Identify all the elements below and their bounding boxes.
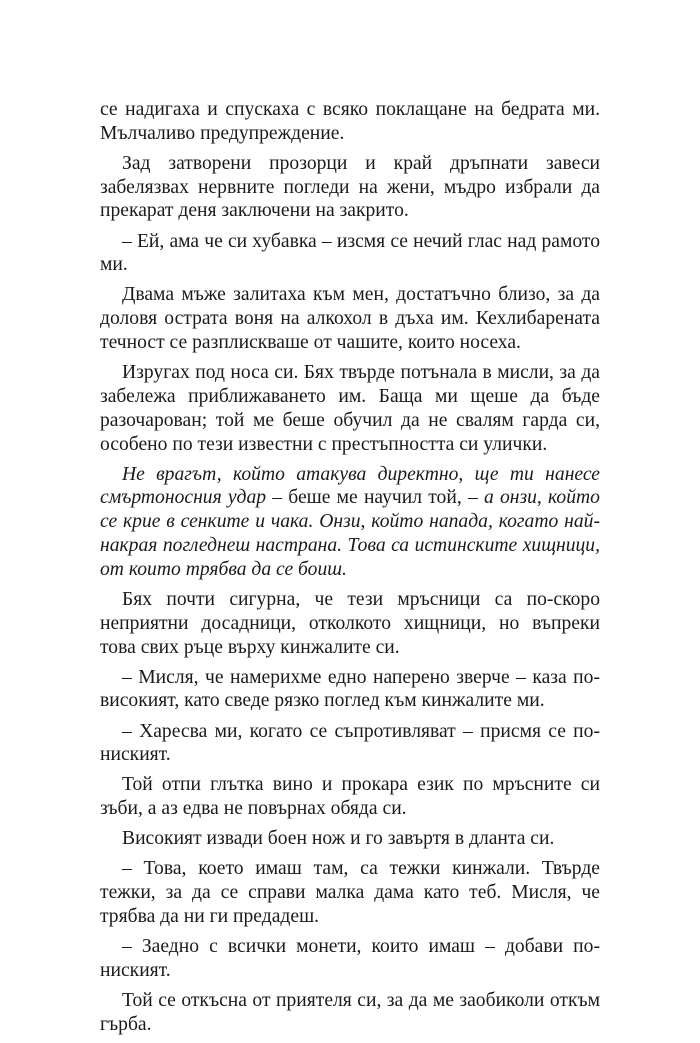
- paragraph-10: Той отпи глътка вино и прокара език по мръсните си зъби, а аз едва не повърнах обяда си.: [100, 774, 600, 820]
- paragraph-12: – Това, което имаш там, са тежки кинжали. Твърде тежки, за да се справи малка дама като теб. Мисля, че трябва да ни ги предадеш.: [100, 858, 600, 927]
- paragraph-5: Изругах под носа си. Бях твърде потънала в мисли, за да забележа приближаването им. Баща ми щеше да бъде разочарован; той ме беше обучил да не свалям гарда си, особено по тези известни с престъпността си улички.: [100, 362, 600, 455]
- paragraph-4: Двама мъже залитаха към мен, достатъчно близо, за да доловя острата воня на алкохол в дъха им. Кехлибарената течност се разплискваше от чашите, които носеха.: [100, 284, 600, 354]
- paragraph-8: – Мисля, че намерихме едно наперено зверче – каза по-високият, като сведе рязко поглед към кинжалите ми.: [100, 666, 600, 712]
- quote-part-2: а онзи, който се крие в сенките и чака. Онзи, който напада, когато най-накрая погледнеш настрана. Това са истинските хищници, от които трябва да се боиш.: [100, 487, 600, 580]
- paragraph-2: Зад затворени прозорци и край дръпнати завеси забелязвах нервните погледи на жени, мъдро избрали да прекарат деня заключени на закрито.: [100, 152, 600, 222]
- paragraph-1: се надигаха и спускаха с всяко поклащане на бедрата ми. Мълчаливо предупреждение.: [100, 99, 600, 144]
- paragraph-13: – Заедно с всички монети, които имаш – добави по-ниският.: [100, 936, 600, 981]
- paragraph-3: – Ей, ама че си хубавка – изсмя се нечий глас над рамото ми.: [100, 230, 600, 276]
- paragraph-11: Високият извади боен нож и го завъртя в дланта си.: [122, 828, 555, 850]
- paragraph-9: – Харесва ми, когато се съпротивляват – присмя се по-ниският.: [100, 720, 600, 766]
- paragraph-6-quote: [100, 463, 600, 582]
- book-page-text: [100, 98, 600, 1043]
- quote-part-1: Не врагът, който атакува директно, ще ти нанесе смъртоносния удар: [100, 463, 600, 509]
- paragraph-7: Бях почти сигурна, че тези мръсници са по-скоро неприятни досадници, отколкото хищници, но въпреки това свих ръце върху кинжалите си.: [100, 588, 600, 658]
- paragraph-14: Той се откъсна от приятеля си, за да ме заобиколи откъм гърба.: [100, 989, 600, 1035]
- quote-attribution: – беше ме научил той, –: [266, 487, 484, 509]
